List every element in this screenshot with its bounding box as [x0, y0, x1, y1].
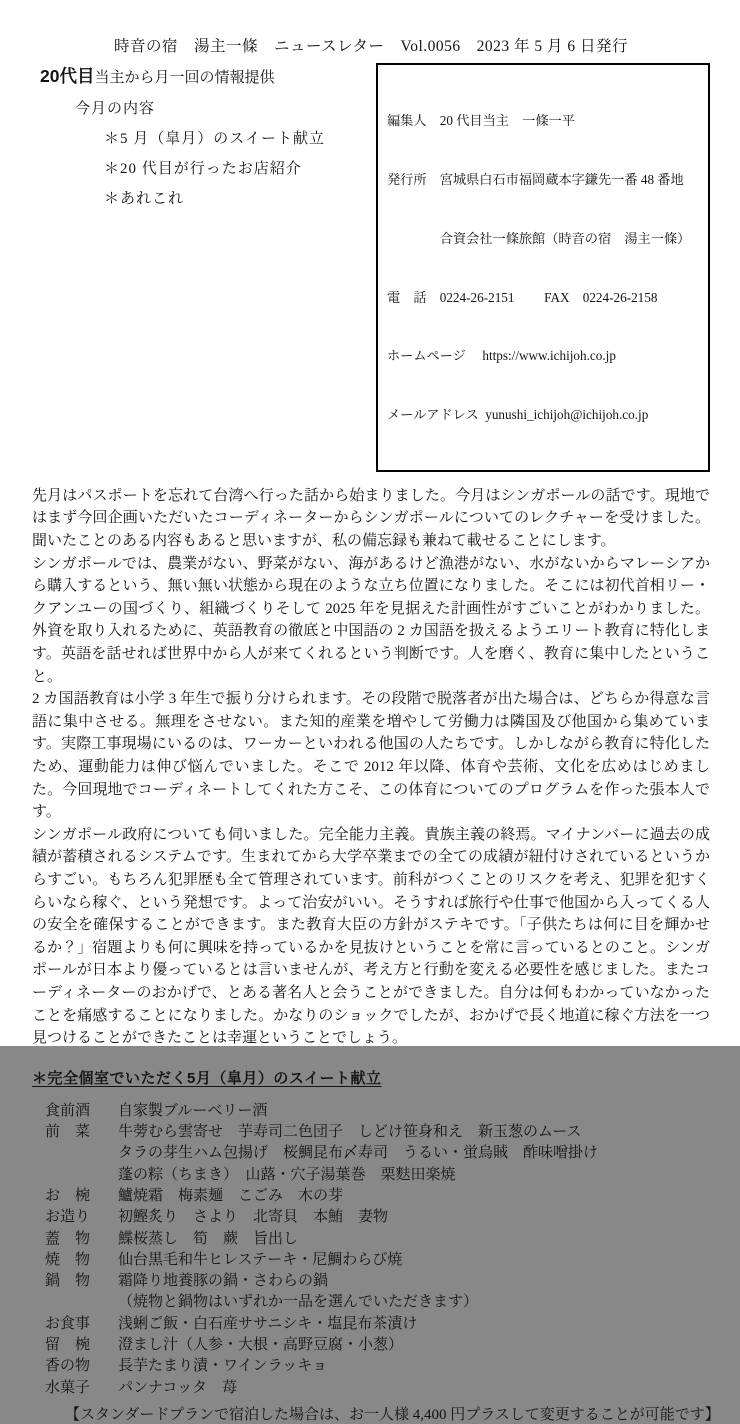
contents-item-menu: ＊5 月（皐月）のスイート献立 [104, 131, 325, 147]
menu-label: 鍋 物 [45, 1273, 91, 1290]
menu-row-grilled [32, 1250, 710, 1271]
menu-row-soup [32, 1186, 710, 1207]
menu-row-rice [32, 1314, 710, 1335]
intro-left-column [32, 63, 325, 208]
menu-section-title: ＊完全個室でいただく5月（皐月）のスイート献立 [32, 1069, 382, 1087]
menu-row-hotpot [32, 1271, 710, 1314]
paragraph-education: 2 カ国語教育は小学 3 年生で振り分けられます。その段階で脱落者が出た場合は、どちらか得意な言語に集中させる。無理をさせない。また知的産業を増やして労働力は隣国及び他国から集めています。実際工事現場にいるのは、ワーカーといわれる他国の人たちです。しかしながら教育に特化したため、運動能力は伸び悩んでいました。そこで 2012 年以降、体育や芸術、文化を広めはじめました。今回現地でコーディネートしてくれた方こそ、この体育についてのプログラムを作った張本人です。 [32, 691, 710, 821]
publisher-phone-fax-line: 電 話 0224-26-2151 FAX 0224-26-2158 [387, 289, 658, 305]
menu-item-line: 牛蒡むら雲寄せ 芋寿司二色団子 しどけ笹身和え 新玉葱のムース [118, 1124, 582, 1141]
plan-upgrade-note: 【スタンダードプランで宿泊した場合は、お一人様 4,400 円プラスして変更することが可能です】 [65, 1406, 720, 1423]
contents-item-shops: ＊20 代目が行ったお店紹介 [104, 161, 302, 177]
edition-number: 20代目 [40, 66, 95, 86]
menu-label: 水菓子 [45, 1379, 91, 1396]
menu-item-line: 蓬の粽（ちまき） 山蕗・穴子湯葉巻 栗麩田楽焼 [118, 1166, 456, 1183]
menu-label: 焼 物 [45, 1251, 91, 1268]
publisher-homepage-line: ホームページ https://www.ichijoh.co.jp [387, 348, 616, 364]
menu-item-line: 自家製ブルーベリー酒 [118, 1102, 268, 1119]
monthly-contents-title: 今月の内容 [75, 101, 156, 117]
menu-label: お造り [45, 1209, 91, 1226]
body-text [32, 485, 710, 1050]
menu-item-line: タラの芽生ハム包揚げ 桜鯛昆布〆寿司 うるい・蛍烏賊 酢味噌掛け [118, 1145, 599, 1162]
menu-item-line: 霜降り地養豚の鍋・さわらの鍋 [118, 1273, 329, 1290]
menu-row-aperitif [32, 1101, 710, 1122]
menu-label: 前 菜 [45, 1124, 91, 1141]
menu-item-line: 初鰹炙り さより 北寄貝 本鮪 妻物 [118, 1209, 389, 1226]
masthead-title: 時音の宿 湯主一條 ニュースレター Vol.0056 2023 年 5 月 6 日発行 [113, 38, 629, 55]
menu-row-clear-soup [32, 1335, 710, 1356]
menu-row-pickles [32, 1356, 710, 1377]
contents-item-misc: ＊あれこれ [104, 191, 185, 207]
menu-label: 蓋 物 [45, 1230, 91, 1247]
publisher-company-line: 合資会社一條旅館（時音の宿 湯主一條） [387, 230, 691, 246]
menu-item-line: パンナコッタ 苺 [118, 1379, 238, 1396]
menu-label: 香の物 [45, 1358, 91, 1375]
intro-section [32, 63, 710, 472]
publisher-info-box [376, 63, 710, 472]
menu-item-line: 仙台黒毛和牛ヒレステーキ・尼鯛わらび焼 [118, 1251, 403, 1268]
publisher-address-line: 発行所 宮城県白石市福岡蔵本字鎌先一番 48 番地 [387, 171, 684, 187]
menu-item-note-line: （焼物と鍋物はいずれか一品を選んでいただきます） [118, 1294, 479, 1311]
paragraph-intro: 先月はパスポートを忘れて台湾へ行った話から始まりました。今月はシンガポールの話です。現地ではまず今回企画いただいたコーディネーターからシンガポールについてのレクチャーを受けました。聞いたことのある内容もあると思いますが、私の備忘録も兼ねて載せることにします。 [32, 487, 710, 550]
menu-label: 食前酒 [45, 1102, 91, 1119]
edition-heading-text: 当主から月一回の情報提供 [94, 70, 275, 86]
menu-row-dessert [32, 1378, 710, 1399]
menu-label: お食事 [45, 1315, 91, 1332]
paragraph-government: シンガポール政府についても伺いました。完全能力主義。貴族主義の終焉。マイナンバーに過去の成績が蓄積されるシステムです。生まれてから大学卒業までの全ての成績が紐付けされているというからすごい。もちろん犯罪歴も全て管理されています。前科がつくことのリスクを考え、犯罪を犯すくらいなら稼ぐ、という発想です。よって治安がいい。そうすれば旅行や仕事で他国から入ってくる人の安全を確保することができます。また教育大臣の方針がステキです。「子供たちは何に目を輝かせるか？」宿題よりも何に興味を持っているかを見抜けということを常に言っているとのこと。シンガポールが日本より優っているとは言いませんが、考え方と行動を変える必要性を感じました。またコーディネーターのおかげで、とある著名人と会うことができました。自分は何もわかっていなかったことを痛感することになりました。かなりのショックでしたが、おかげで長く地道に稼ぐ方法を一つ見つけることができたことは幸運ということでしょう。 [32, 826, 710, 1047]
publisher-email-line: メールアドレス yunushi_ichijoh@ichijoh.co.jp [387, 407, 649, 423]
menu-item-line: 長芋たまり漬・ワインラッキョ [118, 1358, 328, 1375]
menu-item-line: 鰈桜蒸し 筍 蕨 旨出し [118, 1230, 299, 1247]
menu-row-sashimi [32, 1207, 710, 1228]
menu-row-appetizer [32, 1122, 710, 1186]
menu-item-line: 澄まし汁（人参・大根・高野豆腐・小葱） [118, 1336, 404, 1353]
menu-item-line: 浅蜊ご飯・白石産ササニシキ・塩昆布茶漬け [118, 1315, 418, 1332]
menu-row-lidded-dish [32, 1229, 710, 1250]
edition-heading [40, 63, 325, 88]
publisher-editor-line: 編集人 20 代目当主 一條一平 [387, 113, 575, 129]
menu-label: 留 椀 [45, 1336, 91, 1353]
menu-item-line: 鱸焼霜 梅素麺 こごみ 木の芽 [118, 1187, 344, 1204]
kaiseki-menu [32, 1101, 710, 1399]
paragraph-singapore-history: シンガポールでは、農業がない、野菜がない、海があるけど漁港がない、水がないからマレーシアから購入するという、無い無い状態から現在のような立ち位置になりました。そこには初代首相リー・クアンユーの国づくり、組織づくりそして 2025 年を見据えた計画性がすごいことがわかりました。外資を取り入れるために、英語教育の徹底と中国語の 2 カ国語を扱えるようエリート教育に特化します。英語を話せれば世界中から人が来てくれるという判断です。人を磨く、教育に集中したということ。 [32, 555, 710, 685]
menu-label: お 椀 [45, 1187, 91, 1204]
